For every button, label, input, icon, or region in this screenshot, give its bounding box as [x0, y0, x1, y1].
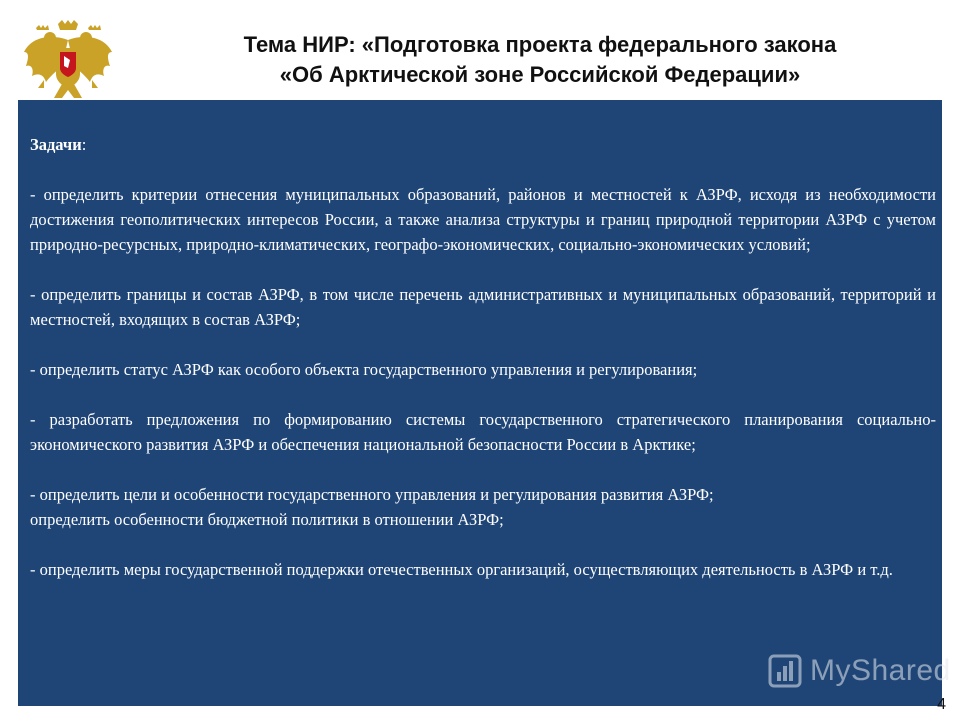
tasks-content [30, 132, 936, 582]
watermark [768, 654, 951, 688]
watermark-text: MyShared [810, 654, 951, 687]
title-line-2: «Об Арктической зоне Российской Федерации» [279, 62, 801, 87]
task-item-2: - определить границы и состав АЗРФ, в том числе перечень административных и муниципальных образований, территорий и местностей, входящих в состав АЗРФ; [30, 285, 936, 329]
task-item-6: определить особенности бюджетной политики в отношении АЗРФ; [30, 510, 504, 529]
task-item-7: - определить меры государственной поддержки отечественных организаций, осуществляющих деятельность в АЗРФ и т.д. [30, 560, 893, 579]
task-item-3: - определить статус АЗРФ как особого объекта государственного управления и регулирования; [30, 360, 698, 379]
page-title [140, 30, 940, 90]
tasks-heading-label: Задачи [30, 135, 82, 154]
title-line-1: Тема НИР: «Подготовка проекта федерального закона [243, 32, 837, 57]
myshared-logo-icon [768, 654, 802, 688]
task-item-1: - определить критерии отнесения муниципальных образований, районов и местностей к АЗРФ, исходя из необходимости достижения геополитических интересов России, а также анализа структуры и границ природной территории АЗРФ с учетом природно-ресурсных, природно-климатических, географо-экономических, социально-экономических условий; [30, 185, 936, 254]
coat-of-arms-icon [22, 18, 114, 104]
task-item-4: - разработать предложения по формированию системы государственного стратегического планирования социально-экономического развития АЗРФ и обеспечения национальной безопасности России в Арктике; [30, 410, 936, 454]
task-item-5: - определить цели и особенности государственного управления и регулирования развития АЗРФ; [30, 485, 714, 504]
tasks-heading [30, 132, 936, 157]
tasks-heading-colon: : [81, 135, 87, 154]
page-number: 4 [937, 696, 946, 713]
